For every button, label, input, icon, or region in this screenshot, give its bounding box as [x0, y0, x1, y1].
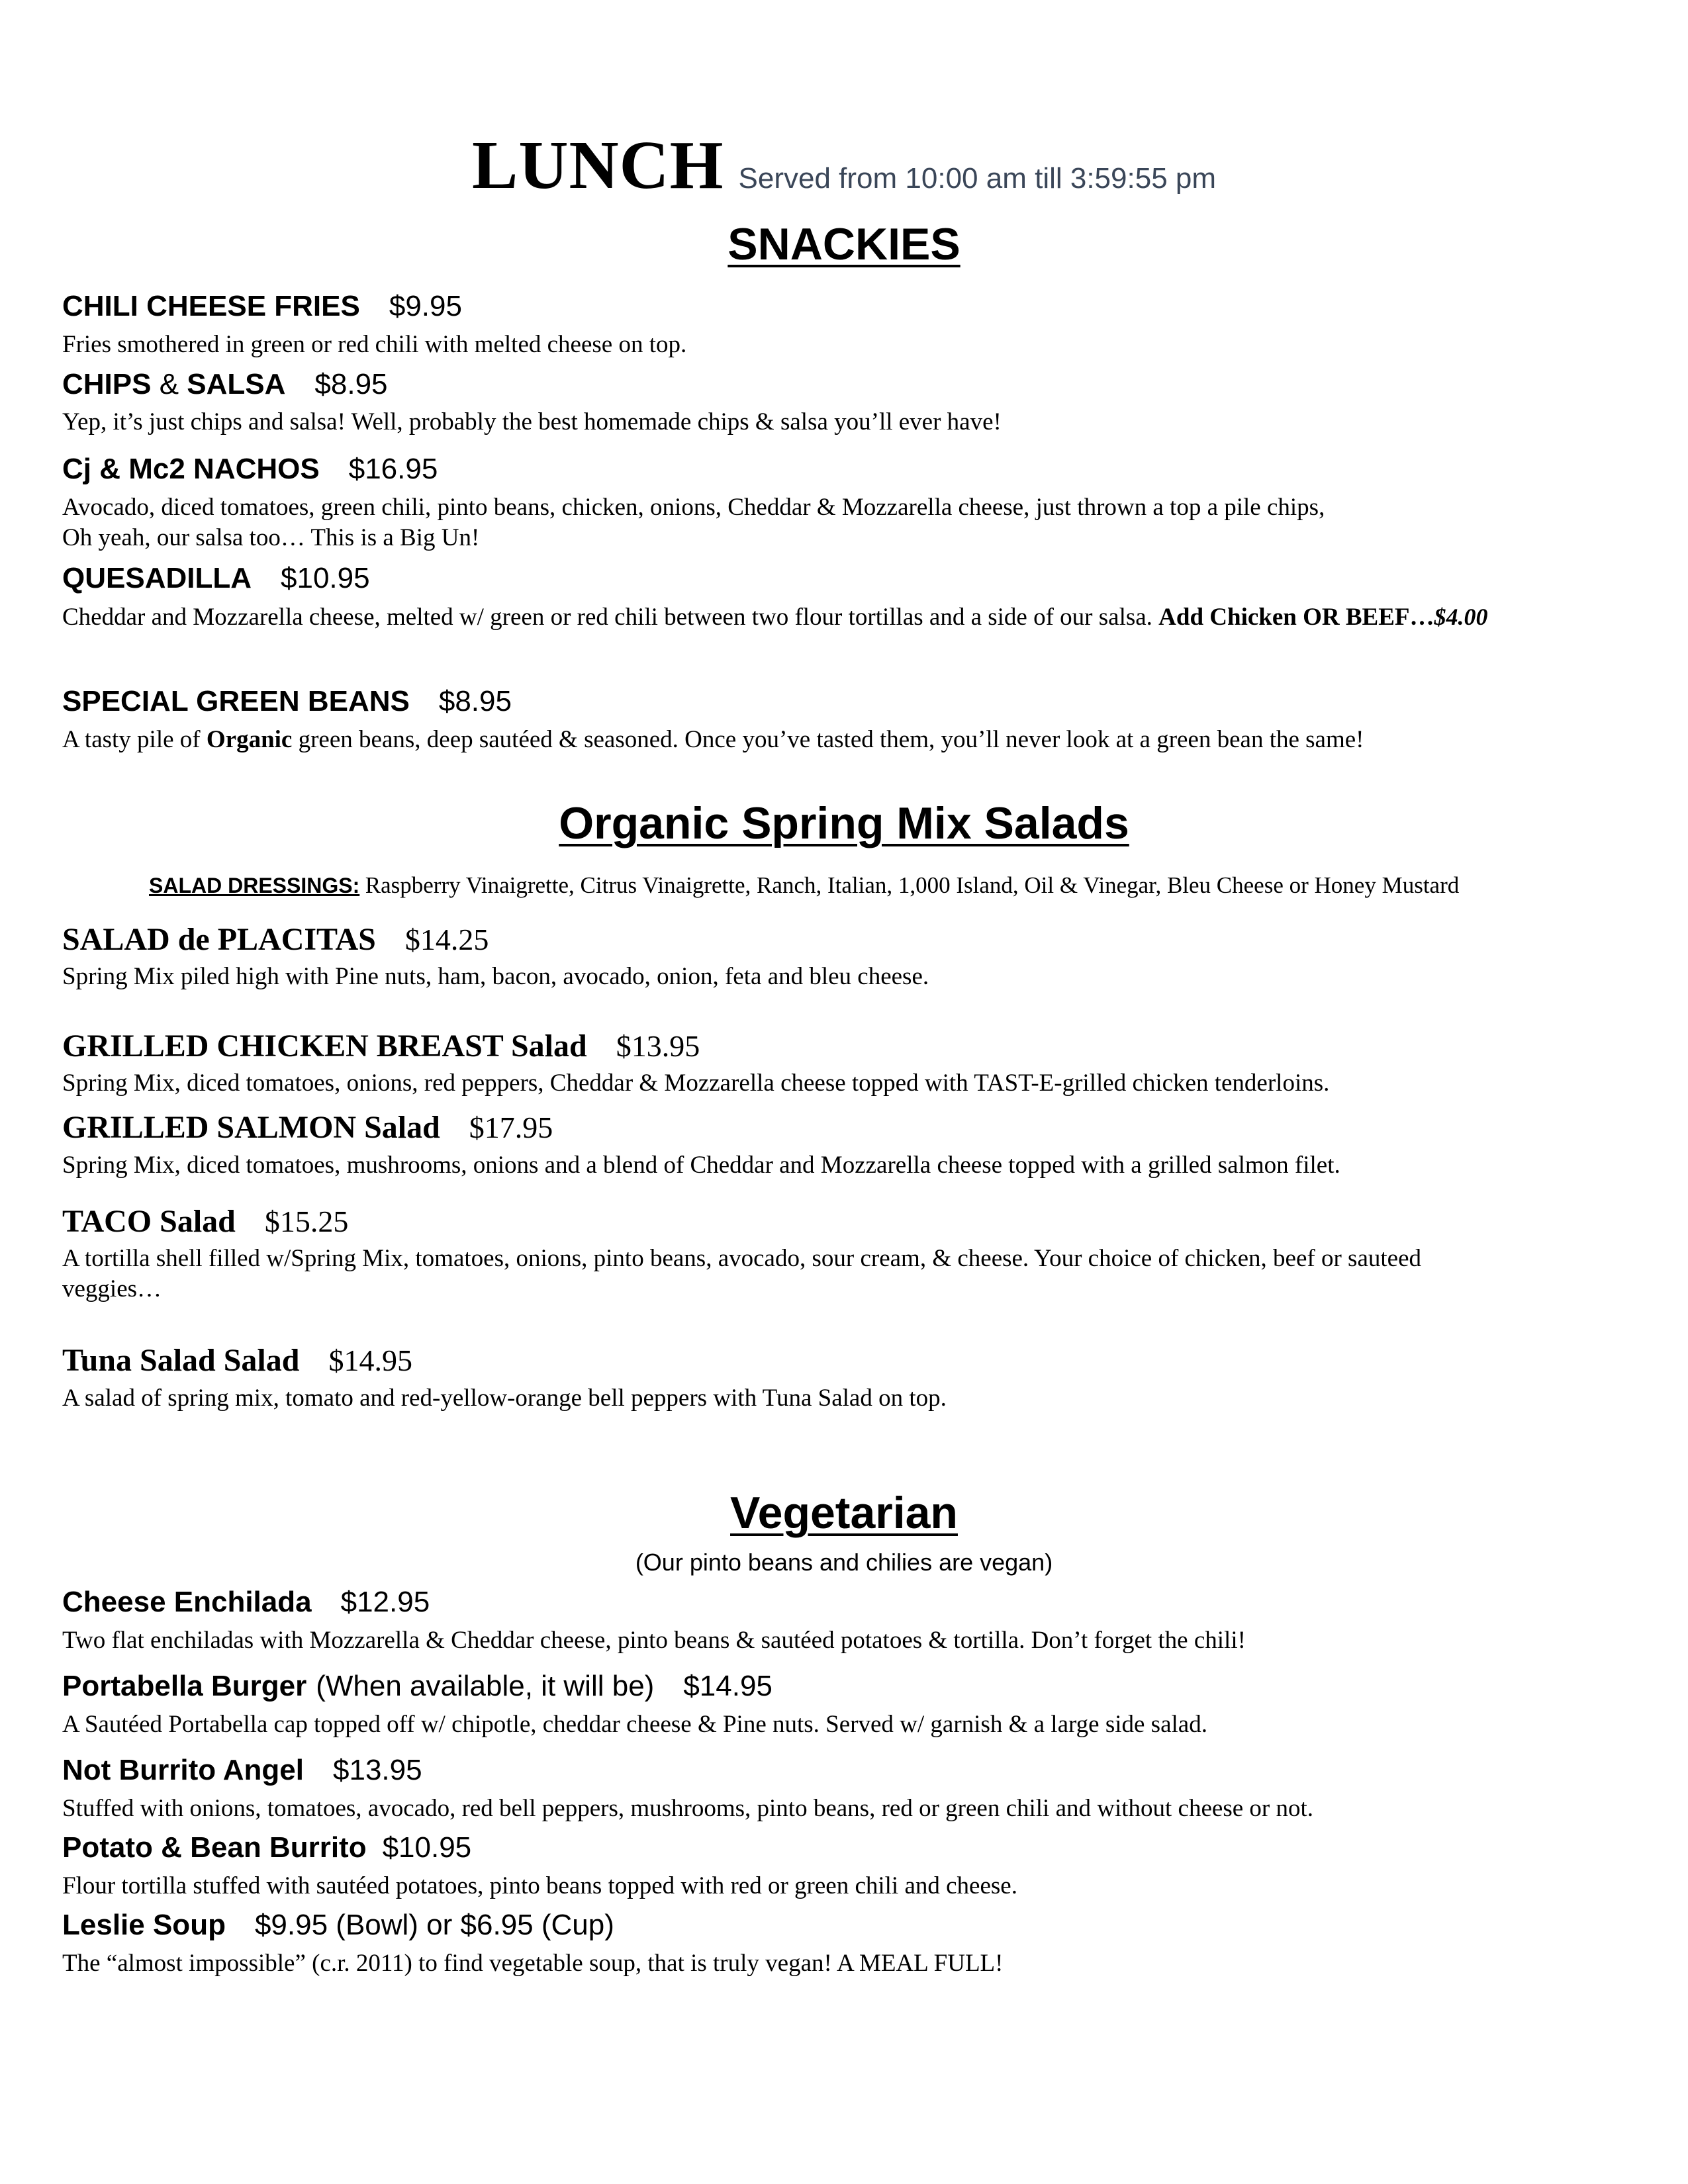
dressings-label: SALAD DRESSINGS: [149, 874, 360, 897]
item-description: Two flat enchiladas with Mozzarella & Cheddar cheese, pinto beans & sautéed potatoes & tortilla. Don’t forget the chili! [62, 1627, 1246, 1654]
item-description: Spring Mix, diced tomatoes, mushrooms, onions and a blend of Cheddar and Mozzarella cheese topped with a grilled salmon filet. [62, 1152, 1340, 1179]
item-title: Not Burrito Angel [62, 1754, 304, 1786]
item-description-text: green beans, deep sautéed & seasoned. Once you’ve tasted them, you’ll never look at a green bean the same! [298, 726, 1364, 753]
menu-item-name [62, 453, 438, 486]
item-title: SALAD de PLACITAS [62, 922, 376, 957]
item-price: $17.95 [469, 1111, 553, 1144]
item-title: Tuna Salad Salad [62, 1343, 300, 1378]
item-price: $14.95 [328, 1343, 412, 1377]
item-description: Avocado, diced tomatoes, green chili, pinto beans, chicken, onions, Cheddar & Mozzarella cheese, just thrown a top a pile chips, [62, 494, 1325, 521]
item-price: $9.95 [389, 290, 462, 322]
menu-item-name [62, 1670, 773, 1703]
item-addon-price: $4.00 [1434, 604, 1488, 630]
item-title: Portabella Burger [62, 1670, 307, 1702]
item-title: CHIPS [62, 368, 152, 400]
item-description [62, 601, 1505, 633]
menu-item-name [62, 368, 388, 401]
item-price: $10.95 [281, 562, 370, 594]
item-description: The “almost impossible” (c.r. 2011) to find vegetable soup, that is truly vegan! A MEAL FULL! [62, 1950, 1004, 1977]
page-header [0, 126, 1688, 205]
menu-item-name [62, 290, 462, 323]
item-description: A Sautéed Portabella cap topped off w/ chipotle, cheddar cheese & Pine nuts. Served w/ garnish & a large side salad. [62, 1711, 1207, 1738]
menu-item-name [62, 1909, 614, 1942]
item-title: Leslie Soup [62, 1909, 226, 1941]
item-title: QUESADILLA [62, 562, 252, 594]
item-description: Spring Mix, diced tomatoes, onions, red peppers, Cheddar & Mozzarella cheese topped with TAST-E-grilled chicken tenderloins. [62, 1069, 1330, 1097]
item-description: veggies… [62, 1275, 162, 1302]
dressings-list: Raspberry Vinaigrette, Citrus Vinaigrette, Ranch, Italian, 1,000 Island, Oil & Vinegar, Bleu Cheese or Honey Mustard [365, 872, 1460, 898]
menu-item-name [62, 1754, 422, 1787]
salad-dressings [149, 872, 1459, 899]
item-description: Yep, it’s just chips and salsa! Well, probably the best homemade chips & salsa you’ll ever have! [62, 408, 1002, 435]
item-addon: Add Chicken OR BEEF… [1158, 604, 1434, 631]
item-price: $8.95 [438, 685, 512, 717]
item-description: Flour tortilla stuffed with sautéed potatoes, pinto beans topped with red or green chili and cheese. [62, 1872, 1017, 1899]
menu-item-name [62, 562, 370, 595]
item-title: GRILLED CHICKEN BREAST Salad [62, 1028, 587, 1064]
section-heading-vegetarian: Vegetarian [730, 1488, 958, 1538]
section-heading-salads: Organic Spring Mix Salads [559, 798, 1129, 848]
item-price: $12.95 [340, 1586, 430, 1618]
item-title-ampersand: & [151, 368, 187, 400]
item-price: $13.95 [616, 1029, 700, 1063]
item-title: Potato & Bean Burrito [62, 1831, 367, 1864]
page-subtitle: Served from 10:00 am till 3:59:55 pm [738, 162, 1217, 195]
item-price: $9.95 (Bowl) or $6.95 (Cup) [254, 1909, 614, 1941]
section-subheading: (Our pinto beans and chilies are vegan) [635, 1549, 1053, 1576]
item-price: $14.95 [683, 1670, 773, 1702]
page-title: LUNCH [471, 127, 724, 203]
item-title: TACO Salad [62, 1204, 236, 1239]
menu-item-name [62, 1109, 553, 1146]
item-title: SPECIAL GREEN BEANS [62, 685, 410, 717]
item-description-text: Cheddar and Mozzarella cheese, melted w/ green or red chili between two flour tortillas and a side of our salsa. [62, 604, 1152, 631]
item-title: SALSA [187, 368, 286, 400]
item-description: Spring Mix piled high with Pine nuts, ham, bacon, avocado, onion, feta and bleu cheese. [62, 963, 929, 990]
menu-item-name [62, 1831, 471, 1864]
item-title: GRILLED SALMON Salad [62, 1110, 440, 1145]
item-description-text: A tasty pile of [62, 726, 201, 753]
item-description: Oh yeah, our salsa too… This is a Big Un! [62, 524, 480, 551]
menu-item-name [62, 1028, 700, 1064]
menu-item-name [62, 1203, 348, 1240]
item-description: A salad of spring mix, tomato and red-yellow-orange bell peppers with Tuna Salad on top. [62, 1385, 947, 1412]
menu-item-name [62, 685, 512, 718]
item-price: $16.95 [348, 453, 438, 485]
item-title: Cj & Mc2 NACHOS [62, 453, 320, 485]
menu-item-name [62, 1342, 412, 1379]
menu-item-name [62, 1586, 430, 1619]
item-description [62, 724, 1644, 756]
item-title: Cheese Enchilada [62, 1586, 312, 1618]
item-description-emphasis: Organic [206, 726, 293, 753]
item-title: CHILI CHEESE FRIES [62, 290, 360, 322]
item-price: $13.95 [333, 1754, 422, 1786]
item-price: $8.95 [314, 368, 388, 400]
item-note: (When available, it will be) [316, 1670, 655, 1702]
item-price: $15.25 [264, 1205, 349, 1238]
menu-item-name [62, 921, 489, 958]
section-heading-snackies: SNACKIES [727, 219, 961, 269]
item-price: $14.25 [404, 923, 489, 956]
item-price: $10.95 [382, 1831, 472, 1864]
item-description: A tortilla shell filled w/Spring Mix, tomatoes, onions, pinto beans, avocado, sour cream, & cheese. Your choice of chicken, beef or sauteed [62, 1245, 1421, 1272]
item-description: Fries smothered in green or red chili with melted cheese on top. [62, 331, 687, 358]
item-description: Stuffed with onions, tomatoes, avocado, red bell peppers, mushrooms, pinto beans, red or green chili and without cheese or not. [62, 1795, 1313, 1822]
